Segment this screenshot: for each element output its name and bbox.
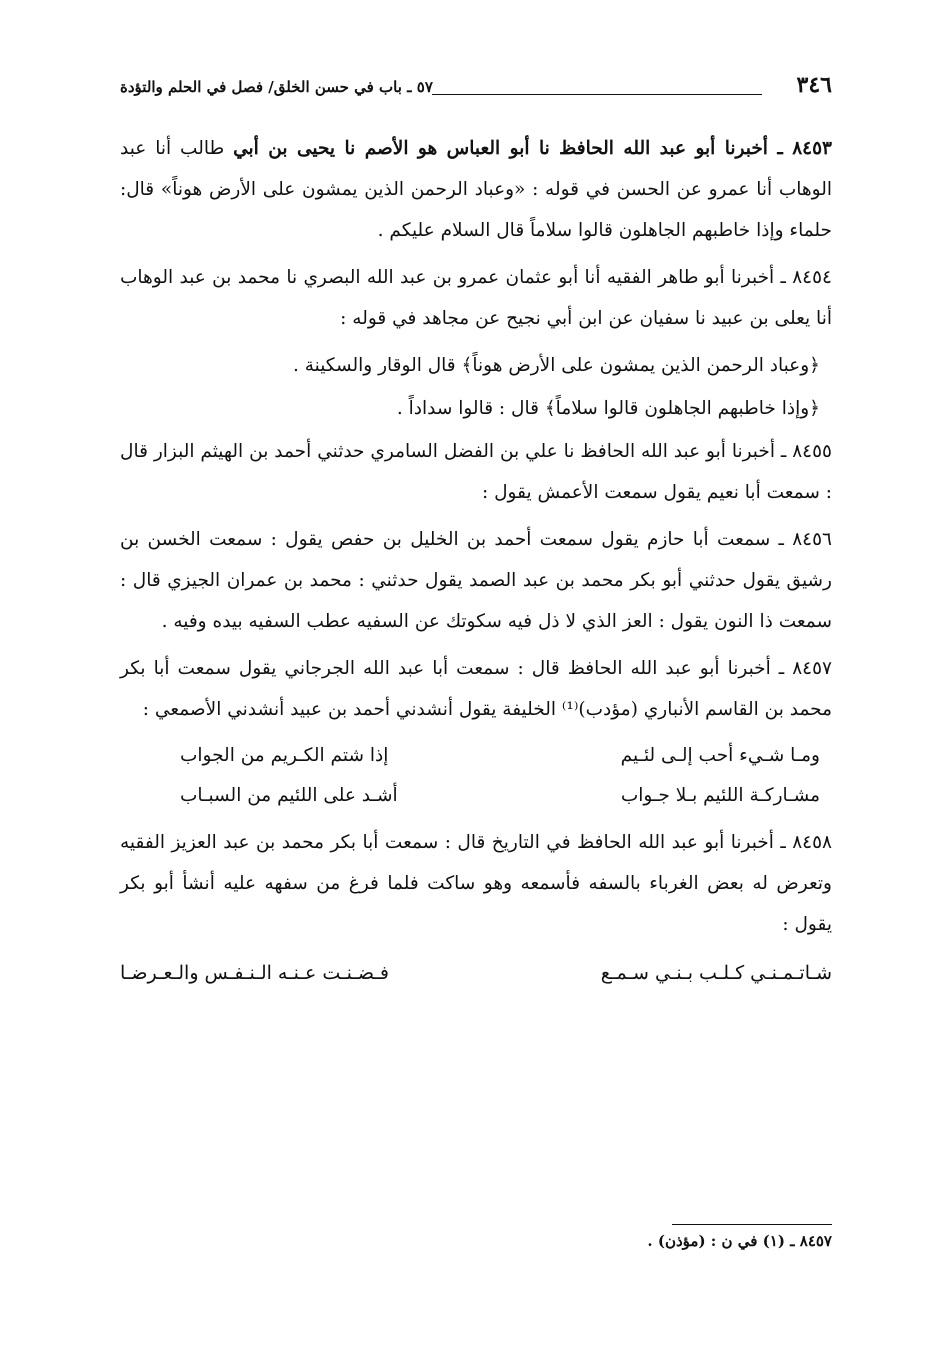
final-verse — [120, 951, 832, 995]
verse-second-hemistich: إذا شتم الكـريم من الجواب — [180, 745, 389, 766]
paragraph-8453 — [120, 128, 832, 251]
poem-verse — [180, 776, 820, 816]
poem-verse — [180, 736, 820, 776]
paragraph-body: طالب أنا عبد الوهاب أنا عمرو عن الحسن في قوله : «وعباد الرحمن الذين يمشون على الأرض هوناً» قال: حلماء وإذا خاطبهم الجاهلون قالوا سلاماً قال السلام عليكم . — [120, 138, 832, 241]
running-title: ٥٧ ـ باب في حسن الخلق/ فصل في الحلم والتؤدة — [120, 78, 433, 96]
paragraph-lead: ٨٤٥٣ ـ أخبرنا أبو عبد الله الحافظ نا أبو العباس هو الأصم نا يحيى بن أبي — [233, 138, 832, 159]
paragraph-8458: ٨٤٥٨ ـ أخبرنا أبو عبد الله الحافظ في التاريخ قال : سمعت أبا بكر محمد بن عبد العزيز الفقيه وتعرض له بعض الغرباء بالسفه فأسمعه وهو ساكت فلما فرغ من سفهه عليه أنشأ أبو بكر يقول : — [120, 832, 832, 935]
verse-first-hemistich: مشـاركـة اللئيم بـلا جـواب — [620, 785, 820, 806]
verse-first-hemistich: شـاتـمـنـي كـلـب بـنـي سـمـع — [600, 962, 832, 984]
footnote-rule — [672, 1224, 832, 1225]
page-number: ٣٤٦ — [796, 72, 832, 98]
verse-second-hemistich: فـضـنـت عـنـه الـنـفـس والـعـرضـا — [120, 962, 390, 984]
footnote: ٨٤٥٧ ـ (١) في ن : (مؤذن) . — [647, 1232, 832, 1250]
quran-line: ﴿وعباد الرحمن الذين يمشون على الأرض هوناً﴾ قال الوقار والسكينة . — [292, 355, 820, 376]
main-text — [120, 128, 832, 995]
paragraph-8454: ٨٤٥٤ ـ أخبرنا أبو طاهر الفقيه أنا أبو عثمان عمرو بن عبد الله البصري نا محمد بن عبد الوهاب أنا يعلى بن عبيد نا سفيان عن ابن أبي نجيح عن مجاهد في قوله : — [120, 267, 832, 329]
quran-line: ﴿وإذا خاطبهم الجاهلون قالوا سلاماً﴾ قال : قالوا سداداً . — [396, 398, 820, 419]
paragraph-8455: ٨٤٥٥ ـ أخبرنا أبو عبد الله الحافظ نا علي بن الفضل السامري حدثني أحمد بن الهيثم البزار قال : سمعت أبا نعيم يقول سمعت الأعمش يقول : — [120, 441, 832, 503]
verse-second-hemistich: أشـد على اللئيم من السبـاب — [180, 785, 398, 806]
paragraph-8456: ٨٤٥٦ ـ سمعت أبا حازم يقول سمعت أحمد بن الخليل بن حفص يقول : سمعت الخسن بن رشيق يقول حدثني أبو بكر محمد بن عبد الصمد يقول حدثني : محمد بن عمران الجيزي قال : سمعت ذا النون يقول : العز الذي لا ذل فيه سكوتك عن السفيه عطب السفيه بيده وفيه . — [120, 529, 832, 632]
verse-first-hemistich: ومـا شـيء أحب إلـى لئـيم — [620, 745, 820, 766]
page-header — [120, 72, 832, 112]
paragraph-8457: ٨٤٥٧ ـ أخبرنا أبو عبد الله الحافظ قال : سمعت أبا عبد الله الجرجاني يقول سمعت أبا بكر محمد بن القاسم الأنباري (مؤدب)⁽¹⁾ الخليفة يقول أنشدني أحمد بن عبيد أنشدني الأصمعي : — [120, 658, 832, 720]
header-rule — [432, 94, 762, 95]
